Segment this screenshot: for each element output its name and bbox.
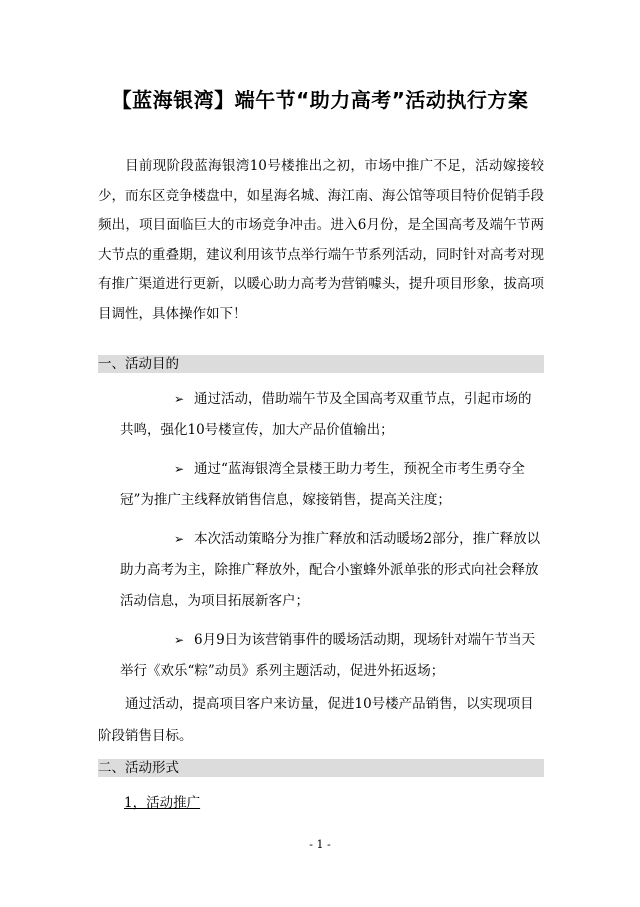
section-heading-purpose: 一、活动目的 [98, 355, 544, 373]
bullet-text: 通过活动，借助端午节及全国高考双重节点，引起市场的共鸣，强化10号楼宣传，加大产品价值输出； [120, 391, 532, 438]
section-heading-format: 二、活动形式 [98, 759, 544, 777]
conclusion-paragraph: 通过活动，提高项目客户来访量，促进10号楼产品销售，以实现项目阶段销售目标。 [98, 696, 534, 744]
arrow-bullet-icon: ➢ [174, 633, 185, 647]
bullet-item [98, 524, 544, 617]
arrow-bullet-icon: ➢ [174, 532, 185, 546]
bullet-item [98, 454, 544, 516]
bullet-text: 通过“蓝海银湾全景楼王助力考生，预祝全市考生勇夺全冠”为推广主线释放销售信息，嫁接销售，提高关注度； [120, 461, 525, 508]
bullet-item [98, 384, 544, 446]
bullet-text: 本次活动策略分为推广释放和活动暖场2部分，推广释放以助力高考为主，除推广释放外，配合小蜜蜂外派单张的形式向社会释放活动信息，为项目拓展新客户； [120, 531, 541, 609]
subheading-promotion: 1，活动推广 [124, 795, 201, 811]
arrow-bullet-icon: ➢ [174, 392, 185, 406]
bullet-item [98, 625, 544, 687]
page-title: 【蓝海银湾】端午节“助力高考”活动执行方案 [111, 88, 529, 112]
arrow-bullet-icon: ➢ [174, 462, 185, 476]
bullet-text: 6月9日为该营销事件的暖场活动期，现场针对端午节当天举行《欢乐“粽”动员》系列主题活动，促进外拓返场； [120, 632, 536, 679]
page-number: - 1 - [309, 838, 331, 851]
intro-paragraph: 目前现阶段蓝海银湾10号楼推出之初，市场中推广不足，活动嫁接较少，而东区竞争楼盘中，如星海名城、海江南、海公馆等项目特价促销手段频出，项目面临巨大的市场竞争冲击。进入6月份，是全国高考及端午节两大节点的重叠期，建议利用该节点举行端午节系列活动，同时针对高考对现有推广渠道进行更新，以暖心助力高考为营销噱头，提升项目形象，拔高项目调性，具体操作如下！ [98, 158, 544, 322]
purpose-bullet-list [98, 384, 544, 695]
